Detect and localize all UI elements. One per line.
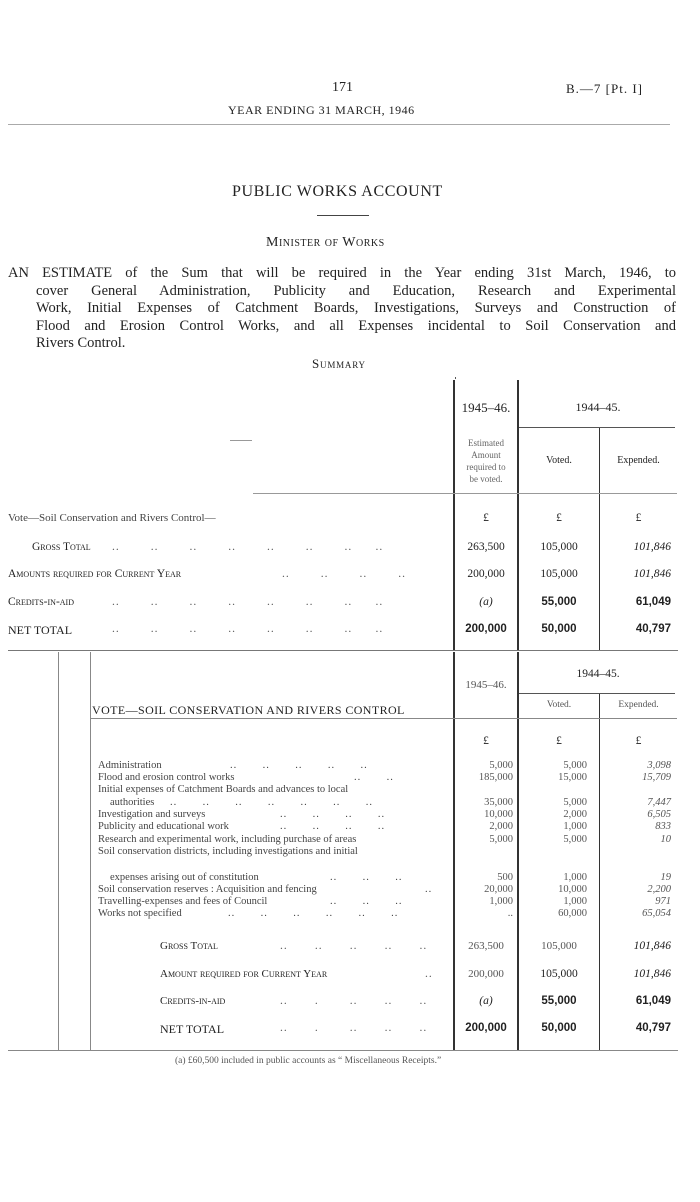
- detail-col-rule-2: [517, 652, 519, 1050]
- summary-row-label: Credits-in-aid: [8, 596, 74, 608]
- detail-item-est: 10,000: [484, 809, 513, 820]
- summary-vote-label: Vote—Soil Conservation and Rivers Control—: [8, 512, 216, 524]
- summary-small-dash: [230, 440, 252, 441]
- detail-total-expended: 101,846: [633, 940, 671, 952]
- summary-est-line-1: Estimated: [468, 438, 504, 448]
- summary-header-bottom-rule: [253, 493, 677, 494]
- summary-pound-est: £: [483, 512, 489, 524]
- detail-item-label: Administration: [98, 760, 162, 771]
- detail-item-est: 35,000: [484, 797, 513, 808]
- detail-item-voted: 1,000: [563, 896, 587, 907]
- detail-item-est: 5,000: [489, 760, 513, 771]
- estimate-line-5: Rivers Control.: [36, 335, 126, 351]
- detail-total-est: 200,000: [468, 968, 504, 980]
- summary-cell-expended: 40,797: [635, 623, 671, 635]
- detail-total-voted: 50,000: [541, 1022, 577, 1034]
- detail-total-voted: 55,000: [541, 995, 577, 1007]
- detail-item-expended: 6,505: [647, 809, 671, 820]
- leader-dots: .. .. .. .. .. .. .. ..: [112, 623, 384, 635]
- summary-cell-voted: 55,000: [541, 596, 577, 608]
- page-title: PUBLIC WORKS ACCOUNT: [232, 183, 443, 200]
- page-number: 171: [332, 80, 353, 95]
- estimate-line-4: Flood and Erosion Control Works, and all Expenses incidental to Soil Conservation and: [36, 317, 676, 334]
- leader-dots: .. .. ..: [330, 872, 403, 883]
- title-rule: [317, 215, 369, 216]
- leader-dots: .. .. .. ..: [282, 568, 406, 580]
- leader-dots: .. .. .. .. ..: [280, 940, 428, 952]
- summary-subhead-rule: [519, 427, 675, 428]
- detail-total-expended: 101,846: [633, 968, 671, 980]
- detail-header-bottom-rule: [91, 718, 677, 719]
- leader-dots: .. .. .. ..: [280, 821, 386, 832]
- leader-dots: .. ..: [354, 772, 394, 783]
- detail-total-label: Amount required for Current Year: [160, 968, 328, 980]
- detail-item-expended: 10: [660, 834, 671, 845]
- detail-item-expended: 971: [655, 896, 671, 907]
- section-divider: [8, 650, 678, 651]
- leader-dots: .. .. .. .. .. .. ..: [170, 797, 373, 808]
- leader-dots: .. .. .. .. ..: [230, 760, 368, 771]
- summary-top-rule: [455, 377, 456, 379]
- summary-cell-expended: 101,846: [633, 541, 671, 553]
- detail-item-label: authorities: [110, 797, 155, 808]
- detail-item-label: Initial expenses of Catchment Boards and advances to local: [98, 784, 349, 795]
- detail-item-voted: 60,000: [558, 908, 587, 919]
- leader-dots: .. .. ..: [330, 896, 403, 907]
- summary-est-line-2: Amount: [471, 450, 501, 460]
- detail-item-label: Travelling-expenses and fees of Council: [98, 896, 268, 907]
- header-rule: [8, 124, 670, 125]
- detail-item-expended: 7,447: [647, 797, 671, 808]
- detail-item-voted: 1,000: [563, 821, 587, 832]
- detail-item-expended: 2,200: [647, 884, 671, 895]
- footnote: (a) £60,500 included in public accounts as “ Miscellaneous Receipts.”: [175, 1056, 442, 1066]
- detail-item-label: Soil conservation districts, including investigations and initial: [98, 846, 358, 857]
- detail-item-label: Soil conservation reserves : Acquisition and fencing: [98, 884, 317, 895]
- leader-dots: ..: [425, 884, 433, 895]
- year-heading: YEAR ENDING 31 MARCH, 1946: [228, 103, 415, 117]
- summary-heading: Summary: [312, 356, 366, 371]
- detail-total-est: 200,000: [465, 1022, 507, 1034]
- detail-item-voted: 2,000: [563, 809, 587, 820]
- detail-item-label: expenses arising out of constitution: [110, 872, 259, 883]
- detail-total-voted: 105,000: [541, 940, 577, 952]
- detail-item-expended: 19: [660, 872, 671, 883]
- detail-total-est: 263,500: [468, 940, 504, 952]
- minister-heading: Minister of Works: [266, 235, 385, 250]
- detail-item-voted: 1,000: [563, 872, 587, 883]
- leader-dots: .. .. .. ..: [280, 809, 386, 820]
- detail-total-label: NET TOTAL: [160, 1022, 225, 1036]
- detail-item-expended: 3,098: [647, 760, 671, 771]
- detail-col-1945: 1945–46.: [465, 679, 507, 691]
- summary-row-label: Amounts required for Current Year: [8, 568, 182, 580]
- bottom-rule: [8, 1050, 678, 1051]
- detail-item-label: Flood and erosion control works: [98, 772, 235, 783]
- detail-total-expended: 61,049: [635, 995, 671, 1007]
- detail-expended-heading: Expended.: [618, 700, 659, 710]
- summary-cell-voted: 105,000: [540, 541, 578, 553]
- detail-left-rule-1: [58, 652, 59, 1050]
- leader-dots: .. .. .. .. .. .. .. ..: [112, 596, 384, 608]
- detail-total-label: Gross Total: [160, 940, 218, 952]
- detail-subhead-rule: [519, 693, 675, 694]
- summary-expended-heading: Expended.: [617, 455, 660, 466]
- detail-total-est: (a): [479, 995, 493, 1007]
- detail-item-est: 2,000: [489, 821, 513, 832]
- detail-item-est: 500: [497, 872, 513, 883]
- summary-pound-expended: £: [635, 512, 642, 524]
- detail-item-est: ..: [507, 908, 513, 919]
- summary-cell-est: 200,000: [465, 623, 507, 635]
- detail-total-label: Credits-in-aid: [160, 995, 226, 1007]
- summary-cell-expended: 101,846: [633, 568, 671, 580]
- estimate-line-2: cover General Administration, Publicity and Education, Research and Experimental: [36, 282, 676, 299]
- detail-item-expended: 15,709: [642, 772, 671, 783]
- summary-cell-est: 200,000: [467, 568, 505, 580]
- summary-col-1944: 1944–45.: [575, 400, 621, 414]
- summary-cell-est: (a): [479, 596, 493, 608]
- detail-item-label: Research and experimental work, including purchase of areas: [98, 834, 357, 845]
- leader-dots: .. .. .. .. .. .. .. ..: [112, 541, 384, 553]
- summary-cell-voted: 50,000: [541, 623, 577, 635]
- detail-item-est: 185,000: [478, 772, 513, 783]
- detail-item-est: 1,000: [489, 896, 513, 907]
- summary-pound-voted: £: [556, 512, 562, 524]
- summary-cell-voted: 105,000: [540, 568, 578, 580]
- detail-item-voted: 5,000: [563, 760, 587, 771]
- detail-voted-heading: Voted.: [546, 700, 572, 710]
- detail-total-expended: 40,797: [635, 1022, 671, 1034]
- detail-item-label: Investigation and surveys: [98, 809, 206, 820]
- leader-dots: .. . .. .. ..: [280, 995, 428, 1007]
- detail-item-est: 20,000: [484, 884, 513, 895]
- estimate-line-1: AN ESTIMATE of the Sum that will be required in the Year ending 31st March, 1946, to: [8, 265, 676, 281]
- detail-heading: VOTE—SOIL CONSERVATION AND RIVERS CONTROL: [92, 703, 405, 717]
- detail-col-rule-1: [453, 652, 455, 1050]
- document-reference: B.—7 [Pt. I]: [566, 81, 643, 96]
- detail-pound-est: £: [483, 735, 489, 747]
- summary-est-line-4: be voted.: [469, 474, 503, 484]
- leader-dots: .. .. .. .. .. ..: [228, 908, 399, 919]
- detail-item-label: Publicity and educational work: [98, 821, 229, 832]
- estimate-paragraph: [8, 265, 676, 353]
- detail-item-expended: 833: [655, 821, 671, 832]
- summary-col-1945: 1945–46.: [461, 400, 511, 415]
- summary-est-line-3: required to: [466, 462, 506, 472]
- detail-pound-expended: £: [635, 735, 642, 747]
- detail-left-rule-2: [90, 652, 91, 1050]
- detail-item-voted: 15,000: [558, 772, 587, 783]
- detail-col-1944: 1944–45.: [576, 668, 620, 680]
- summary-row-label: NET TOTAL: [8, 623, 73, 637]
- summary-voted-heading: Voted.: [546, 455, 572, 466]
- summary-cell-expended: 61,049: [635, 596, 671, 608]
- detail-pound-voted: £: [556, 735, 562, 747]
- detail-item-est: 5,000: [489, 834, 513, 845]
- detail-total-voted: 105,000: [540, 968, 578, 980]
- estimate-line-3: Work, Initial Expenses of Catchment Boards, Investigations, Surveys and Construction of: [36, 300, 676, 316]
- summary-cell-est: 263,500: [467, 541, 505, 553]
- detail-item-voted: 5,000: [563, 797, 587, 808]
- detail-item-voted: 5,000: [563, 834, 587, 845]
- detail-item-expended: 65,054: [642, 908, 671, 919]
- detail-item-voted: 10,000: [558, 884, 587, 895]
- leader-dots: .. . .. .. ..: [280, 1022, 428, 1034]
- leader-dots: ..: [425, 968, 433, 980]
- summary-row-label: Gross Total: [32, 541, 91, 553]
- detail-item-label: Works not specified: [98, 908, 182, 919]
